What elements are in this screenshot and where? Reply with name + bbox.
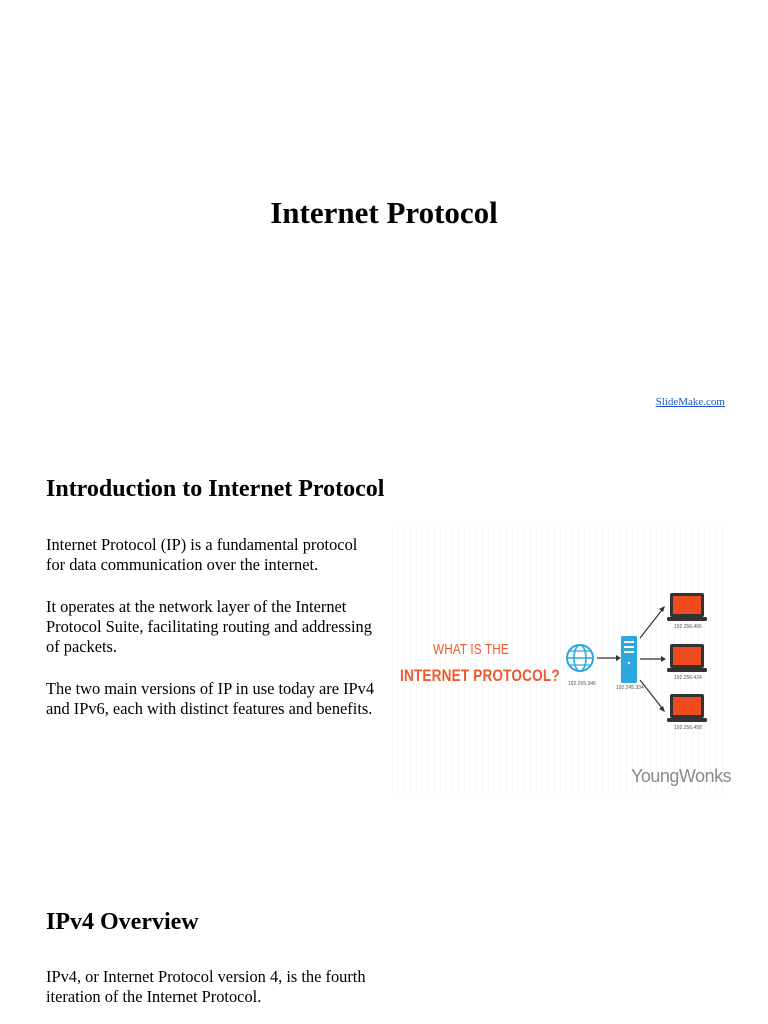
figure-title-line-1: WHAT IS THE [433, 641, 509, 658]
ipv4-heading: IPv4 Overview [46, 909, 199, 935]
server-ip-label: 192.245.334 [616, 685, 644, 691]
intro-paragraph-1: Internet Protocol (IP) is a fundamental protocol for data communication over the internet. [46, 535, 358, 574]
laptop-3-ip-label: 192.256.458 [674, 725, 702, 731]
laptop-icon [667, 593, 707, 621]
laptop-2-ip-label: 192.256.424 [674, 675, 702, 681]
slidemake-link[interactable]: SlideMake.com [655, 396, 725, 408]
intro-paragraph-3: The two main versions of IP in use today are IPv4 and IPv6, each with distinct features and benefits. [46, 679, 375, 718]
arrow-icon [640, 656, 666, 662]
intro-paragraph-2: It operates at the network layer of the Internet Protocol Suite, facilitating routing and addressing of packets. [46, 597, 372, 656]
globe-icon [567, 645, 593, 671]
globe-ip-label: 192.265.345 [568, 681, 596, 687]
network-diagram [387, 526, 727, 794]
arrow-icon [640, 606, 665, 638]
slide-title: Internet Protocol [270, 195, 498, 230]
youngwonks-logo: YoungWonks [631, 766, 732, 786]
laptop-icon [667, 694, 707, 722]
ipv4-paragraph-1: IPv4, or Internet Protocol version 4, is the fourth iteration of the Internet Protocol. [46, 967, 366, 1006]
internet-protocol-illustration [387, 526, 732, 794]
server-icon [621, 636, 637, 683]
laptop-1-ip-label: 192.256.466 [674, 624, 702, 630]
arrow-icon [597, 655, 621, 661]
intro-heading: Introduction to Internet Protocol [46, 476, 385, 502]
laptop-icon [667, 644, 707, 672]
figure-title-line-2: INTERNET PROTOCOL? [400, 666, 560, 685]
